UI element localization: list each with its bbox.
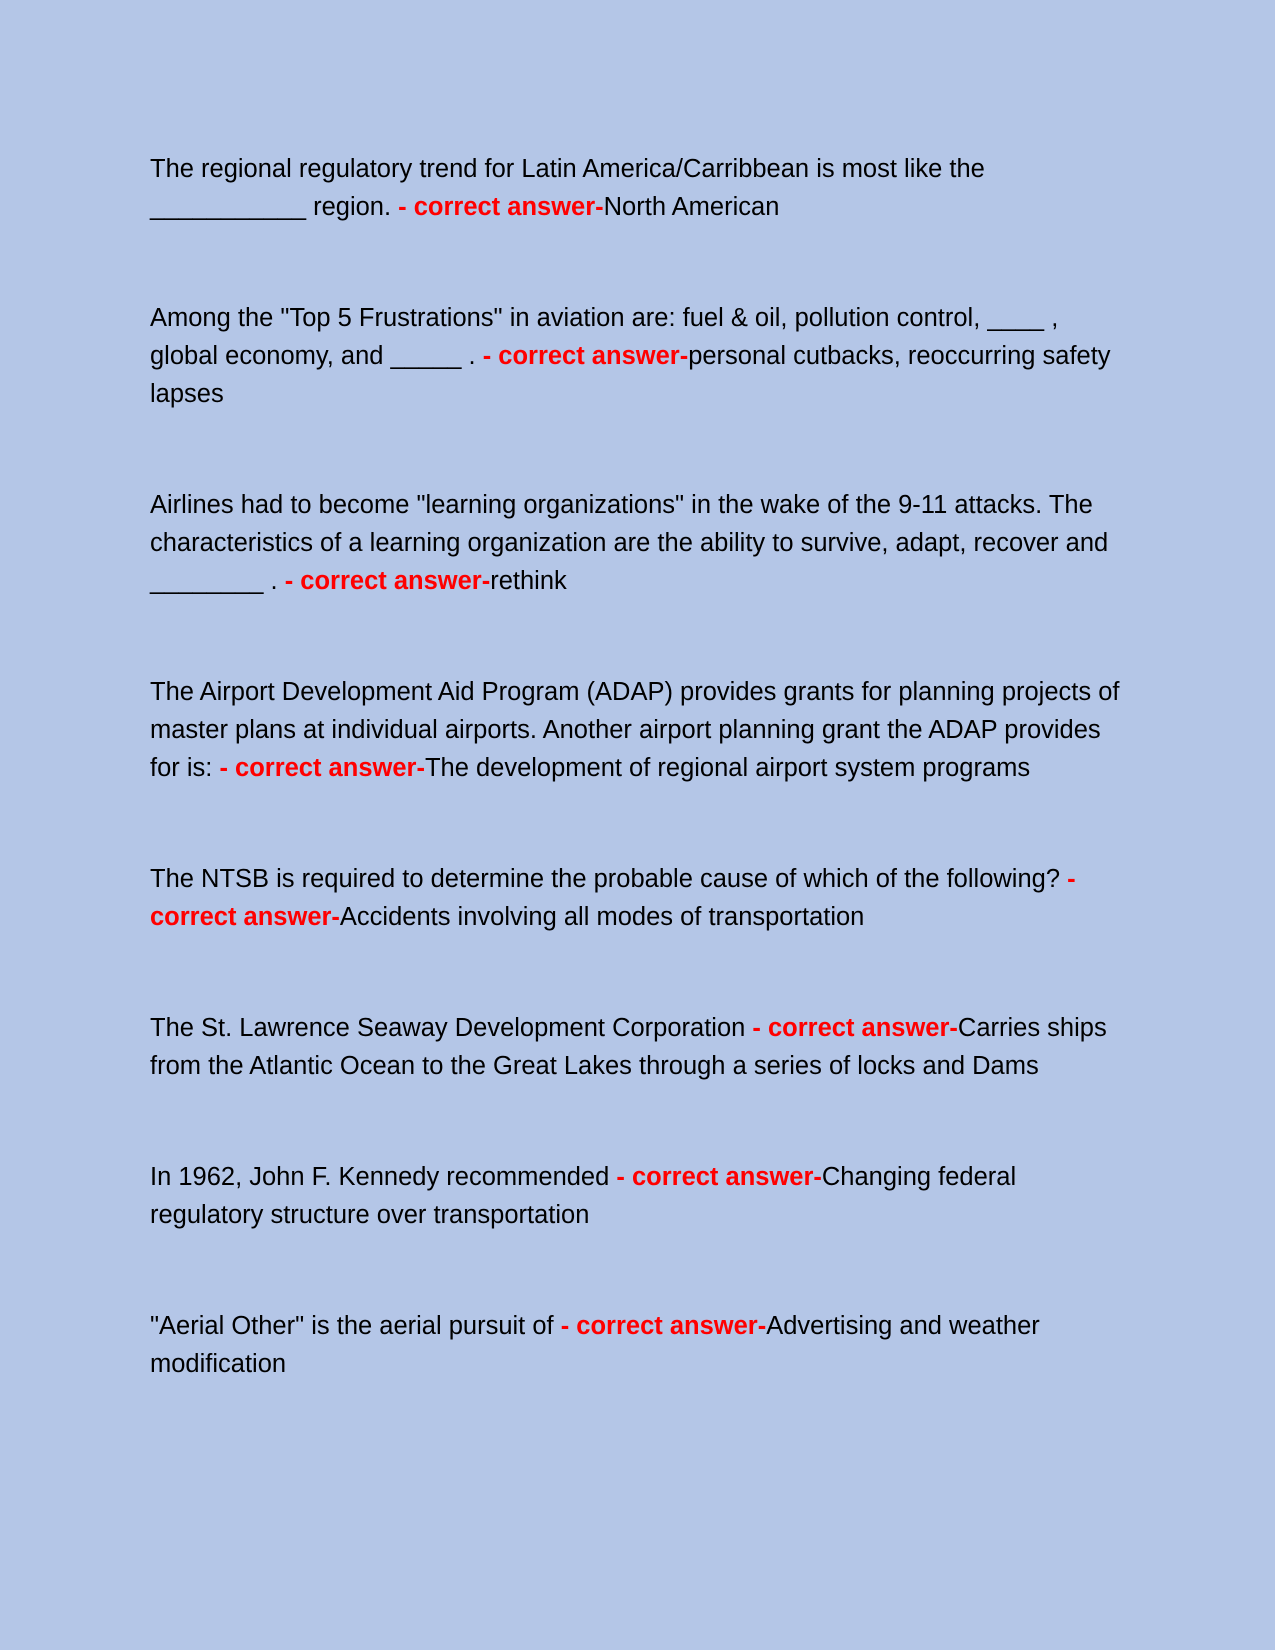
question-text: Airlines had to become "learning organizations" in the wake of the 9-11 attacks. The characteristics of a learning organization are the ability to survive, adapt, recover and ________ . [150,491,1109,595]
answer-text: North American [603,193,780,221]
qa-item-5 [150,860,1130,936]
question-text: The regional regulatory trend for Latin America/Carribbean is most like the ___________ region. [150,155,985,221]
answer-text: Advertising and weather modification [150,1312,1040,1378]
question-text: Among the "Top 5 Frustrations" in aviation are: fuel & oil, pollution control, ____ , global economy, and _____ . [150,304,1059,370]
correct-answer-label: - correct answer- [482,342,689,370]
correct-answer-label: - correct answer- [752,1014,958,1042]
answer-text: The development of regional airport system programs [424,754,1031,782]
qa-item-1 [150,150,1130,226]
question-text: "Aerial Other" is the aerial pursuit of [150,1312,561,1340]
question-text: The St. Lawrence Seaway Development Corporation [150,1014,753,1042]
answer-text: Changing federal regulatory structure over transportation [150,1163,1017,1229]
correct-answer-label: - correct answer- [560,1312,767,1340]
qa-item-8 [150,1307,1130,1383]
question-text: The Airport Development Aid Program (ADAP) provides grants for planning projects of master plans at individual airports. Another airport planning grant the ADAP provides for is: [150,678,1120,782]
qa-item-4 [150,673,1130,787]
correct-answer-label: - correct answer- [150,865,1076,931]
correct-answer-label: - correct answer- [284,567,491,595]
qa-item-3 [150,486,1130,600]
correct-answer-label: - correct answer- [616,1163,822,1191]
qa-item-7 [150,1158,1130,1234]
qa-item-2 [150,299,1130,413]
document-page [150,150,1130,1383]
correct-answer-label: - correct answer- [398,193,604,221]
correct-answer-label: - correct answer- [219,754,425,782]
answer-text: Accidents involving all modes of transportation [339,903,865,931]
answer-text: rethink [490,567,567,595]
question-text: The NTSB is required to determine the probable cause of which of the following? [150,865,1068,893]
answer-text: personal cutbacks, reoccurring safety lapses [150,342,1111,408]
question-text: In 1962, John F. Kennedy recommended [150,1163,617,1191]
answer-text: Carries ships from the Atlantic Ocean to the Great Lakes through a series of locks and Dams [150,1014,1107,1080]
qa-item-6 [150,1009,1130,1085]
